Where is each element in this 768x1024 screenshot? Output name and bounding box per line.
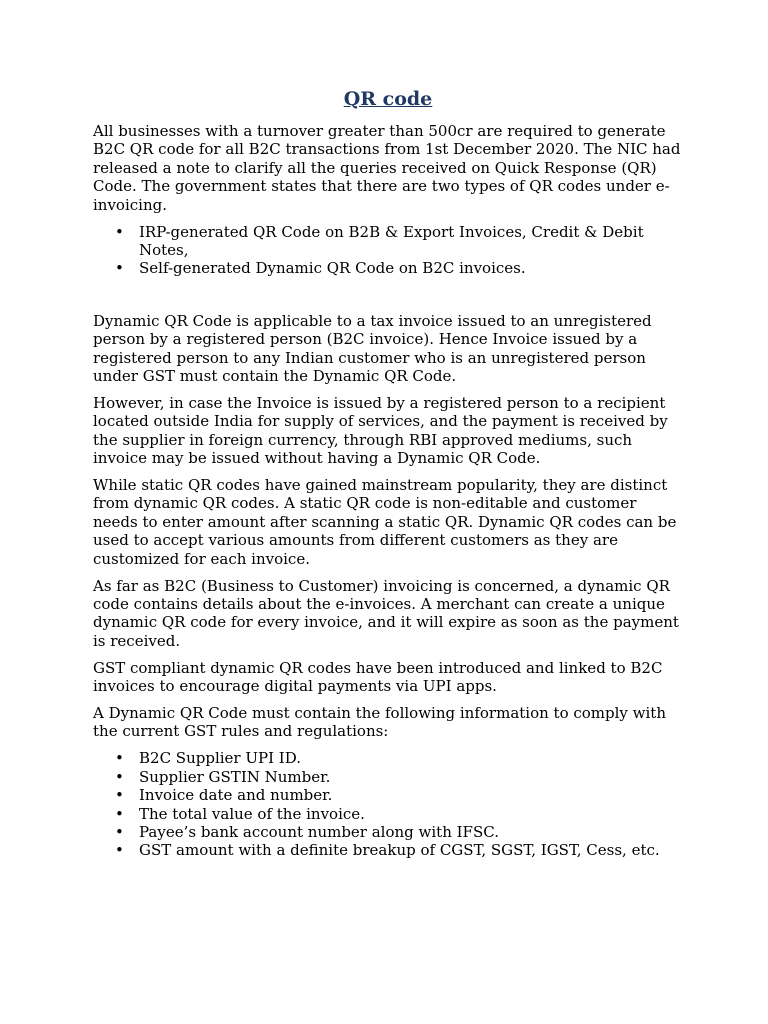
paragraph-export-exception: However, in case the Invoice is issued by a registered person to a recipient located outside India for supply of services, and the payment is received by the supplier in foreign currency, through RBI approved mediums, such invoice may be issued without having a Dynamic QR Code. [93, 393, 668, 468]
bullet-icon: • [115, 259, 124, 278]
list-item-text: B2C Supplier UPI ID. [139, 749, 301, 768]
list-item-text: Supplier GSTIN Number. [139, 767, 331, 786]
list-item [115, 259, 683, 278]
list-item [115, 222, 683, 260]
requirements-list [93, 749, 683, 859]
list-item [115, 804, 683, 823]
bullet-icon: • [115, 767, 124, 786]
qr-types-list [93, 223, 683, 278]
paragraph-requirements-intro: A Dynamic QR Code must contain the following information to comply with the current GST rules and regulations: [93, 703, 666, 741]
list-item-text: IRP-generated QR Code on B2B & Export Invoices, Credit & Debit Notes, [139, 222, 644, 259]
paragraph-static-vs-dynamic: While static QR codes have gained mainstream popularity, they are distinct from dynamic QR codes. A static QR code is non-editable and customer needs to enter amount after scanning a static QR. Dynamic QR codes can be used to accept various amounts from different customers as they are customized for each invoice. [93, 476, 677, 568]
bullet-icon: • [115, 841, 124, 860]
paragraph-b2c-invoicing: As far as B2C (Business to Customer) invoicing is concerned, a dynamic QR code contains details about the e-invoices. A merchant can create a unique dynamic QR code for every invoice, and it will expire as soon as the payment is received. [93, 576, 679, 650]
bullet-icon: • [115, 749, 124, 768]
bullet-icon: • [115, 222, 124, 241]
list-item-text: Self-generated Dynamic QR Code on B2C invoices. [139, 259, 526, 278]
bullet-icon: • [115, 804, 124, 823]
list-item [115, 841, 683, 860]
document-title: QR code [343, 88, 433, 110]
intro-paragraph: All businesses with a turnover greater than 500cr are required to generate B2C QR code for all B2C transactions from 1st December 2020. The NIC had released a note to clarify all the queries received on Quick Response (QR) Code. The government states that there are two types of QR codes under e-invoicing. [93, 122, 681, 214]
document-page [93, 86, 683, 868]
bullet-icon: • [115, 786, 124, 805]
list-item-text: GST amount with a definite breakup of CGST, SGST, IGST, Cess, etc. [139, 841, 660, 860]
list-item [115, 749, 683, 768]
list-item-text: Payee’s bank account number along with IFSC. [139, 822, 499, 841]
list-item [115, 822, 683, 841]
list-item-text: The total value of the invoice. [139, 804, 365, 823]
list-item [115, 786, 683, 805]
bullet-icon: • [115, 822, 124, 841]
paragraph-dynamic-qr: Dynamic QR Code is applicable to a tax invoice issued to an unregistered person by a registered person (B2C invoice). Hence Invoice issued by a registered person to any Indian customer who is an unregistered person under GST must contain the Dynamic QR Code. [93, 311, 652, 385]
list-item-text: Invoice date and number. [139, 786, 333, 805]
list-item [115, 767, 683, 786]
paragraph-gst-compliant: GST compliant dynamic QR codes have been introduced and linked to B2C invoices to encourage digital payments via UPI apps. [93, 658, 663, 696]
blank-line [93, 286, 683, 312]
